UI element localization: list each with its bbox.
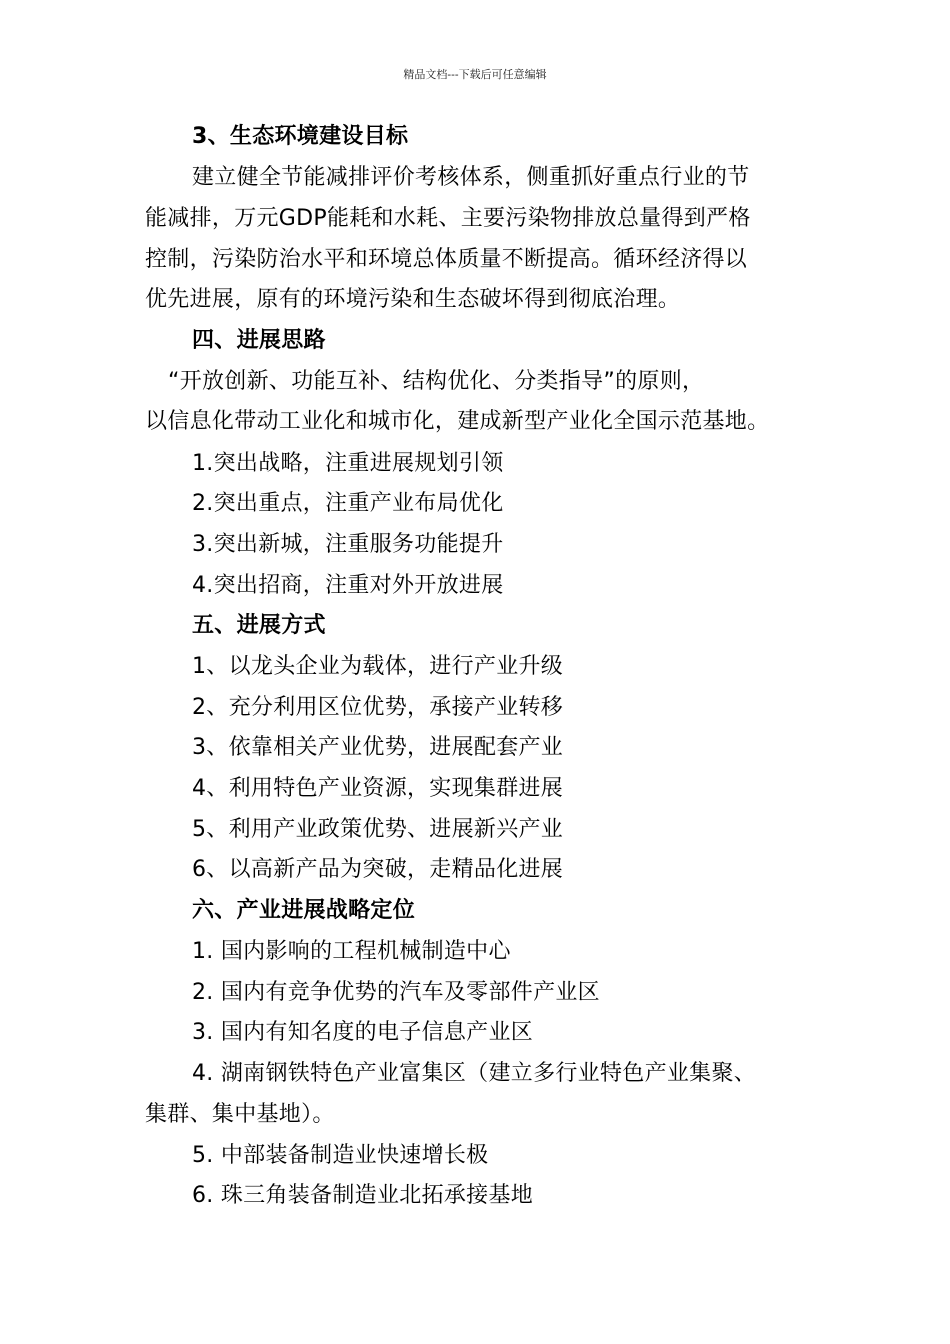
list-item: 4.突出招商，注重对外开放进展 [192, 573, 504, 598]
list-item: 3、依靠相关产业优势，进展配套产业 [192, 735, 564, 760]
paragraph-line: 建立健全节能减排评价考核体系，侧重抓好重点行业的节 [192, 165, 750, 190]
heading-strategic-positioning: 六、产业进展战略定位 [192, 898, 416, 923]
list-item: 6、以高新产品为突破，走精品化进展 [192, 857, 564, 882]
list-item-continuation: 集群、集中基地）。 [145, 1102, 335, 1127]
paragraph-line: 能减排，万元GDP能耗和水耗、主要污染物排放总量得到严格 [145, 206, 751, 231]
heading-development-mode: 五、进展方式 [192, 613, 326, 638]
list-item: 4、利用特色产业资源，实现集群进展 [192, 776, 564, 801]
list-item: 2. 国内有竞争优势的汽车及零部件产业区 [192, 980, 600, 1005]
list-item: 3.突出新城，注重服务功能提升 [192, 532, 504, 557]
list-item: 1、以龙头企业为载体，进行产业升级 [192, 654, 564, 679]
page-header: 精品文档---下载后可任意编辑 [403, 68, 547, 81]
list-item: 3. 国内有知名度的电子信息产业区 [192, 1020, 534, 1045]
list-item: 1. 国内影响的工程机械制造中心 [192, 939, 511, 964]
list-item: 2.突出重点，注重产业布局优化 [192, 491, 504, 516]
paragraph-line: 控制，污染防治水平和环境总体质量不断提高。循环经济得以 [145, 247, 748, 272]
heading-development-ideas: 四、进展思路 [192, 328, 326, 353]
paragraph-line: 优先进展，原有的环境污染和生态破坏得到彻底治理。 [145, 287, 681, 312]
list-item: 6. 珠三角装备制造业北拓承接基地 [192, 1183, 534, 1208]
paragraph-line: “开放创新、功能互补、结构优化、分类指导”的原则， [168, 369, 705, 394]
list-item: 4. 湖南钢铁特色产业富集区（建立多行业特色产业集聚、 [192, 1061, 757, 1086]
list-item: 5、利用产业政策优势、进展新兴产业 [192, 817, 564, 842]
list-item: 1.突出战略，注重进展规划引领 [192, 451, 504, 476]
list-item: 2、充分利用区位优势，承接产业转移 [192, 695, 564, 720]
heading-ecology-goal: 3、生态环境建设目标 [192, 124, 409, 149]
list-item: 5. 中部装备制造业快速增长极 [192, 1143, 489, 1168]
paragraph-line: 以信息化带动工业化和城市化，建成新型产业化全国示范基地。 [145, 409, 770, 434]
